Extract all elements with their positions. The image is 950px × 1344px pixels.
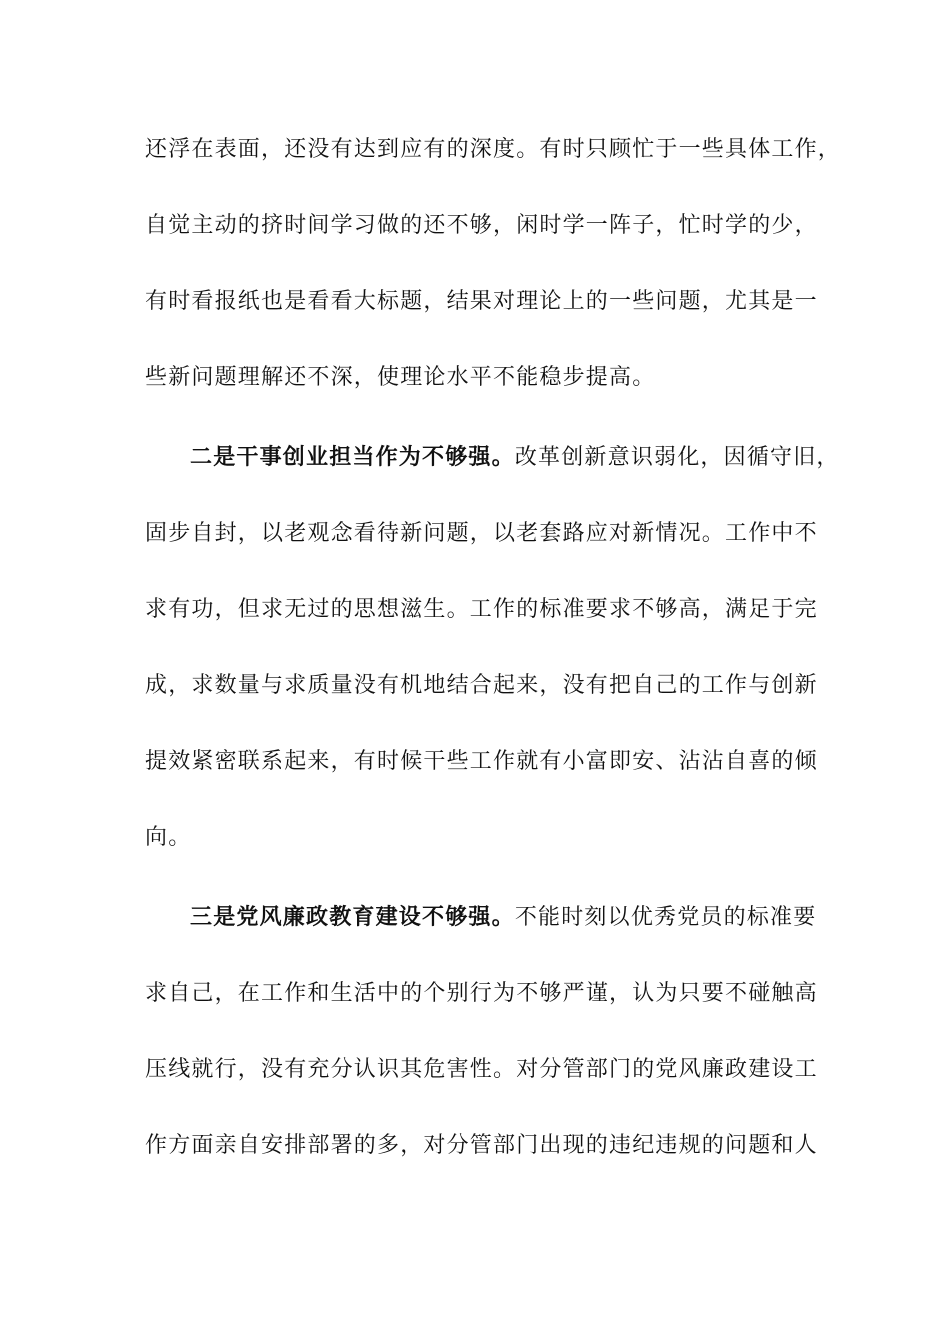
text-line: 自觉主动的挤时间学习做的还不够，闲时学一阵子，忙时学的少，	[145, 213, 818, 238]
paragraph-first-line	[190, 442, 840, 474]
text-line: 还浮在表面，还没有达到应有的深度。有时只顾忙于一些具体工作，	[145, 137, 842, 162]
paragraph-first-line	[190, 902, 817, 934]
text-line: 向。	[145, 825, 192, 850]
text-line: 压线就行，没有充分认识其危害性。对分管部门的党风廉政建设工	[145, 1057, 818, 1082]
text-line: 些新问题理解还不深，使理论水平不能稳步提高。	[145, 365, 656, 390]
text-line: 作方面亲自安排部署的多，对分管部门出现的违纪违规的问题和人	[145, 1133, 818, 1158]
paragraph-heading: 二是干事创业担当作为不够强。	[190, 445, 515, 470]
text-line: 求自己，在工作和生活中的个别行为不够严谨，认为只要不碰触高	[145, 981, 818, 1006]
text-line: 成，求数量与求质量没有机地结合起来，没有把自己的工作与创新	[145, 673, 818, 698]
text-line: 求有功，但求无过的思想滋生。工作的标准要求不够高，满足于完	[145, 597, 818, 622]
paragraph-text: 改革创新意识弱化，因循守旧，	[514, 445, 840, 470]
text-line: 有时看报纸也是看看大标题，结果对理论上的一些问题，尤其是一	[145, 289, 818, 314]
text-line: 固步自封，以老观念看待新问题，以老套路应对新情况。工作中不	[145, 521, 818, 546]
text-line: 提效紧密联系起来，有时候干些工作就有小富即安、沾沾自喜的倾	[145, 749, 818, 774]
paragraph-text: 不能时刻以优秀党员的标准要	[514, 905, 817, 930]
paragraph-heading: 三是党风廉政教育建设不够强。	[190, 905, 515, 930]
